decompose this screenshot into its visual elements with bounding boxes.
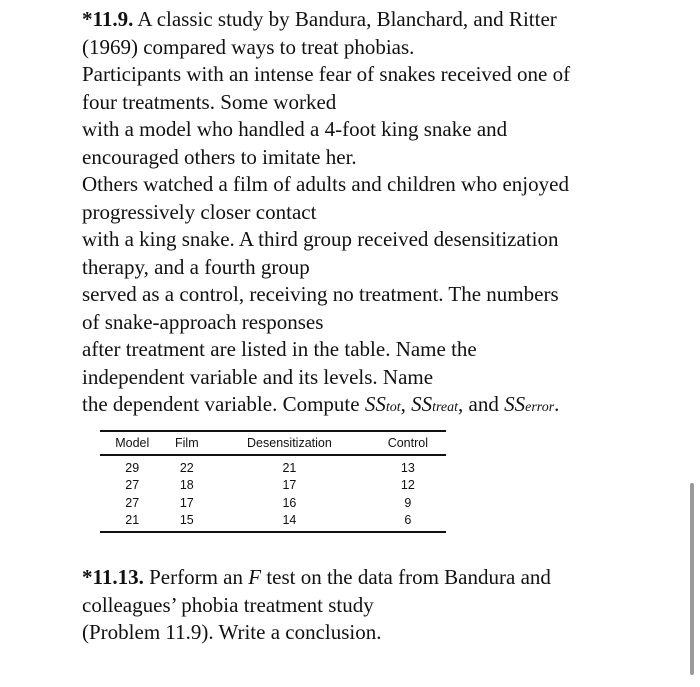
problem-11-9 xyxy=(82,6,642,422)
compute-prefix: the dependent variable. Compute xyxy=(82,392,365,416)
problem-11-9-line-9: with a king snake. A third group received desensitization xyxy=(82,227,559,251)
problem-11-13-line-1 xyxy=(82,564,642,592)
ss-error-subscript: error xyxy=(525,400,555,415)
table-header-row xyxy=(100,431,446,455)
table-header-model: Model xyxy=(100,431,164,455)
problem-11-9-line-11: served as a control, receiving no treatment. The numbers xyxy=(82,282,559,306)
data-table xyxy=(100,430,446,533)
table-cell: 18 xyxy=(179,478,194,493)
table-cell: 17 xyxy=(282,478,297,493)
problem-11-13-text-1b: test on the data from Bandura and xyxy=(261,565,551,589)
vertical-scrollbar[interactable] xyxy=(690,483,694,675)
table-header-desensitization: Desensitization xyxy=(209,431,370,455)
problem-11-9-line-3: Participants with an intense fear of snakes received one of xyxy=(82,62,571,86)
problem-11-9-line-10: therapy, and a fourth group xyxy=(82,254,310,279)
problem-11-9-text-1: A classic study by Bandura, Blanchard, and Ritter xyxy=(133,7,557,31)
table-cell: 17 xyxy=(179,495,194,510)
ss-symbol: SS xyxy=(364,392,386,416)
table-cell: 12 xyxy=(400,478,415,493)
separator: , and xyxy=(458,392,505,416)
separator: , xyxy=(400,392,412,416)
ss-treat-subscript: treat xyxy=(432,400,459,415)
table-header-control: Control xyxy=(370,431,446,455)
table-cell: 22 xyxy=(179,460,194,475)
problem-11-9-number: *11.9. xyxy=(82,7,134,31)
ss-symbol: SS xyxy=(411,392,433,416)
period: . xyxy=(554,392,560,416)
problem-11-13-number: *11.13. xyxy=(82,565,144,589)
problem-11-13-text-1a: Perform an xyxy=(143,565,249,589)
table-cell: 13 xyxy=(400,460,415,475)
problem-11-13-line-2: colleagues’ phobia treatment study xyxy=(82,592,374,617)
table-cell: 21 xyxy=(100,512,164,533)
table-cell: 27 xyxy=(125,478,140,493)
problem-11-9-line-5: with a model who handled a 4-foot king snake and xyxy=(82,117,508,141)
table-cell: 16 xyxy=(282,495,297,510)
problem-11-9-line-15 xyxy=(82,391,642,422)
table-cell: 6 xyxy=(370,512,446,533)
table-cell: 9 xyxy=(404,495,412,510)
problem-11-9-line-14: independent variable and its levels. Name xyxy=(82,364,434,389)
problem-11-9-line-12: of snake-approach responses xyxy=(82,309,324,334)
problem-11-9-line-6: encouraged others to imitate her. xyxy=(82,144,357,169)
table-header-film: Film xyxy=(164,431,209,455)
problem-11-13-line-3: (Problem 11.9). Write a conclusion. xyxy=(82,620,382,644)
ss-symbol: SS xyxy=(504,392,526,416)
problem-11-13 xyxy=(82,564,642,647)
table-cell: 29 xyxy=(125,460,140,475)
table-cell: 21 xyxy=(282,460,297,475)
problem-11-9-line-7: Others watched a film of adults and children who enjoyed xyxy=(82,172,569,196)
problem-11-9-line-8: progressively closer contact xyxy=(82,199,317,224)
problem-11-9-line-1 xyxy=(82,6,642,34)
ss-tot-subscript: tot xyxy=(385,400,401,415)
table-cell: 14 xyxy=(209,512,370,533)
table-row xyxy=(100,477,446,495)
problem-11-9-line-4: four treatments. Some worked xyxy=(82,89,337,114)
table-row xyxy=(100,512,446,533)
f-symbol: F xyxy=(248,565,262,589)
table-cell: 15 xyxy=(164,512,209,533)
problem-11-9-line-13: after treatment are listed in the table. Name the xyxy=(82,337,477,361)
table-row xyxy=(100,494,446,512)
problem-11-9-line-2: (1969) compared ways to treat phobias. xyxy=(82,34,415,59)
table-cell: 27 xyxy=(125,495,140,510)
table-row xyxy=(100,455,446,477)
